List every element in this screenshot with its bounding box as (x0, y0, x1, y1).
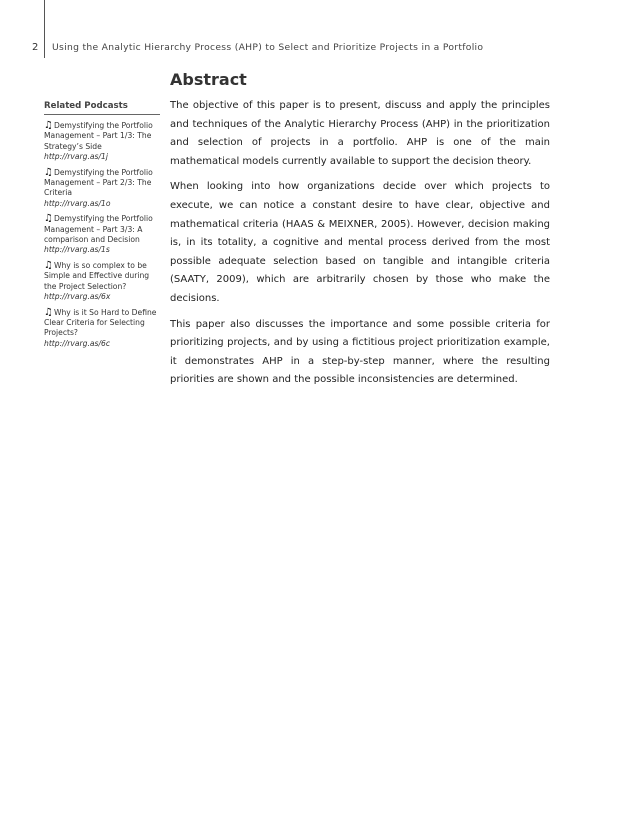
podcast-item[interactable] (44, 214, 160, 256)
related-podcasts-sidebar (44, 101, 160, 354)
podcast-item[interactable] (44, 261, 160, 303)
header-divider (44, 0, 45, 58)
podcast-title: Demystifying the Portfolio Management – Part 3/3: A comparison and Decision (44, 214, 153, 245)
abstract-heading: Abstract (170, 70, 247, 89)
podcast-link[interactable]: http://rvarg.as/1s (44, 245, 110, 255)
sidebar-title: Related Podcasts (44, 101, 160, 115)
podcast-title: Why is it So Hard to Define Clear Criteria for Selecting Projects? (44, 307, 157, 338)
running-title: Using the Analytic Hierarchy Process (AHP) to Select and Prioritize Projects in a Portfolio (52, 42, 484, 53)
podcast-title: Why is so complex to be Simple and Effective during the Project Selection? (44, 260, 150, 291)
podcast-link[interactable]: http://rvarg.as/1o (44, 198, 111, 208)
page-number: 2 (32, 42, 39, 53)
podcast-title: Demystifying the Portfolio Management – Part 1/3: The Strategy’s Side (44, 121, 153, 151)
podcast-list (44, 121, 160, 349)
main-content (170, 70, 550, 397)
abstract-paragraph: This paper also discusses the importance and some possible criteria for prioritizing projects, and by using a fictitious project prioritization example, it demonstrates AHP in a step-by-step manner, where the resulting priorities are shown and the possible inconsistencies are determined. (170, 318, 550, 386)
music-note-icon: ♫ (44, 120, 53, 131)
podcast-item[interactable] (44, 121, 160, 163)
podcast-link[interactable]: http://rvarg.as/6x (44, 292, 111, 302)
podcast-item[interactable] (44, 308, 160, 350)
podcast-item[interactable] (44, 168, 160, 210)
music-note-icon: ♫ (44, 306, 53, 318)
abstract-paragraph: The objective of this paper is to present, discuss and apply the principles and techniques of the Analytic Hierarchy Process (AHP) in the prioritization and selection of projects in a portfolio. AHP is one of the main mathematical models currently available to support the decision theory. (170, 100, 550, 167)
music-note-icon: ♫ (44, 259, 53, 271)
abstract-paragraph: When looking into how organizations decide over which projects to execute, we can notice a constant desire to have clear, objective and mathematical criteria (HAAS & MEIXNER, 2005). However, decision making is, in its totality, a cognitive and mental process derived from the most possible adequate selection based on tangible and intangible criteria (SAATY, 2009), which are arbitrarily chosen by those who make the decisions. (170, 181, 550, 304)
podcast-title: Demystifying the Portfolio Management – Part 2/3: The Criteria (44, 167, 153, 198)
podcast-link[interactable]: http://rvarg.as/6c (44, 338, 111, 348)
podcast-link[interactable]: http://rvarg.as/1j (44, 152, 108, 162)
music-note-icon: ♫ (44, 213, 53, 225)
music-note-icon: ♫ (44, 166, 53, 178)
